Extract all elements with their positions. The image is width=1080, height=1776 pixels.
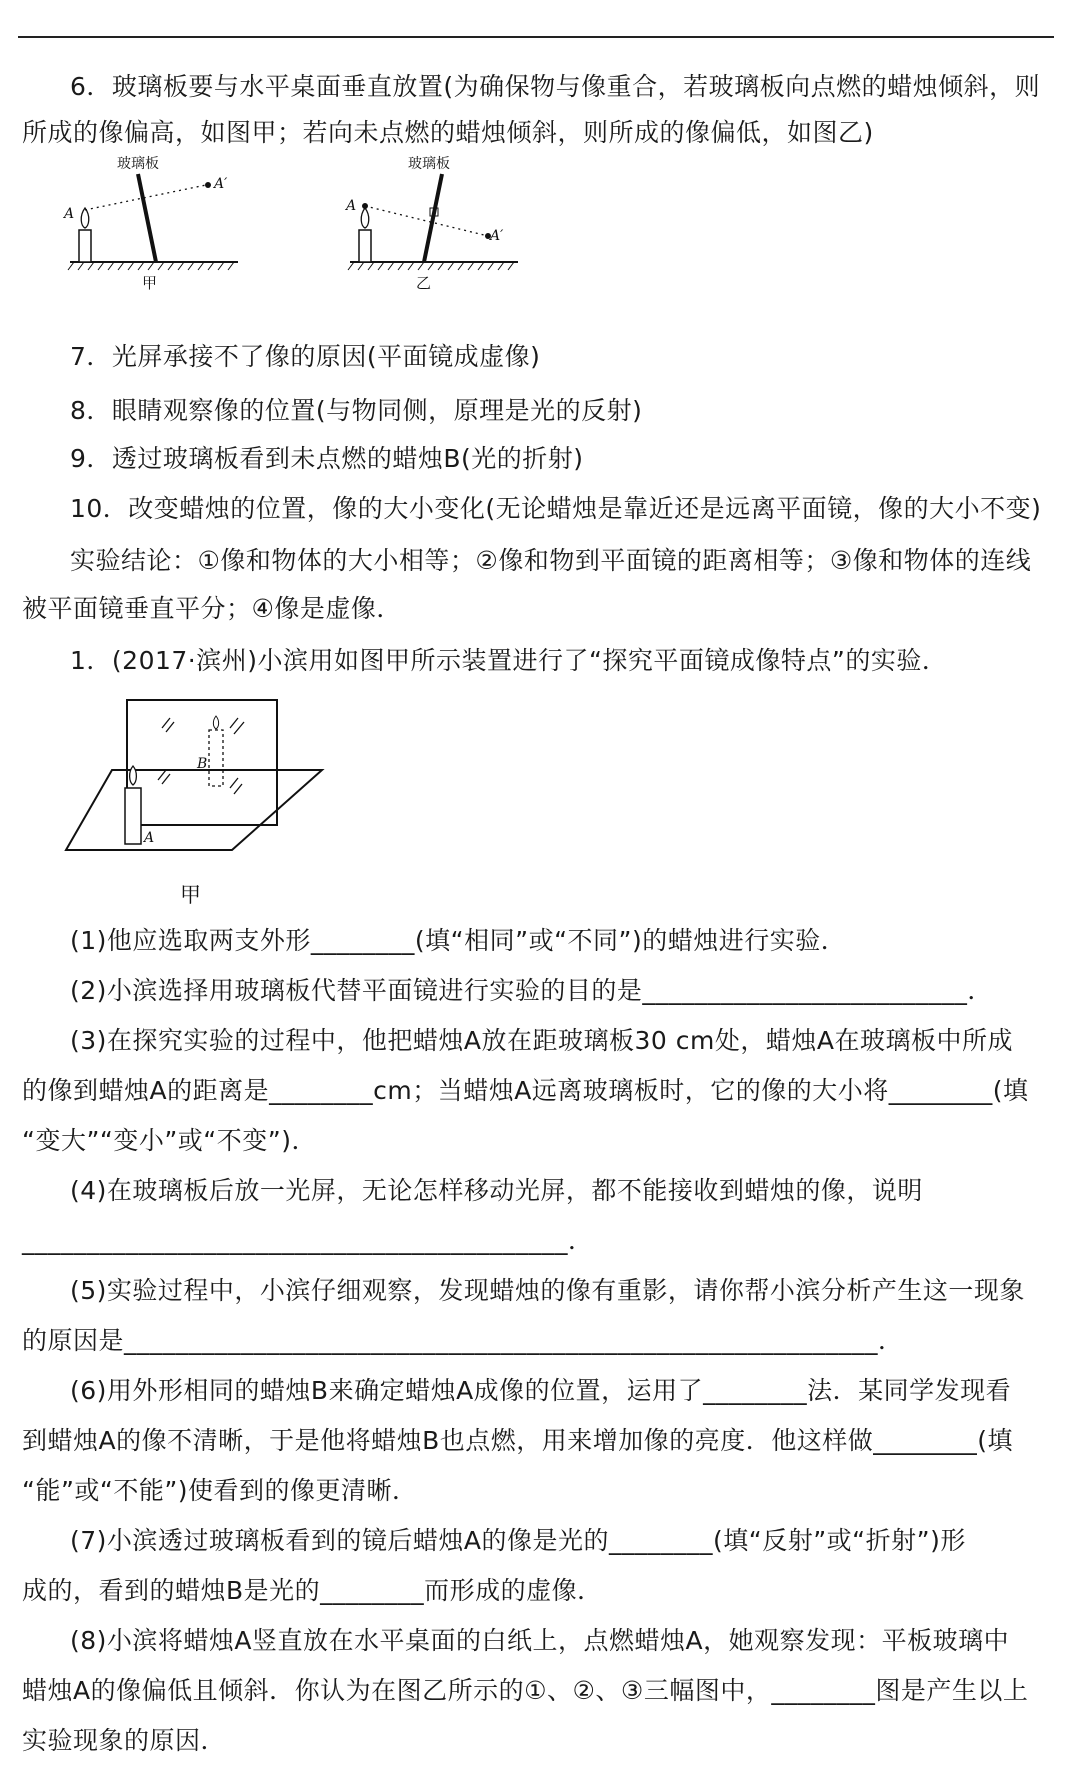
candle-a-label: A xyxy=(144,830,155,846)
image-label: A′ xyxy=(214,176,228,192)
question-line: (2)小滨选择用玻璃板代替平面镜进行实验的目的是_________________________． xyxy=(70,976,993,1005)
text-line: 9．透过玻璃板看到未点燃的蜡烛B(光的折射) xyxy=(70,444,584,473)
question-line: (7)小滨透过玻璃板看到的镜后蜡烛A的像是光的________(填“反射”或“折射”)形 xyxy=(70,1526,966,1555)
question-line: 的像到蜡烛A的距离是________cm；当蜡烛A远离玻璃板时，它的像的大小将________(填 xyxy=(22,1076,1029,1105)
text-line: 所成的像偏高，如图甲；若向未点燃的蜡烛倾斜，则所成的像偏低，如图乙) xyxy=(22,118,874,147)
object-label: A xyxy=(346,198,357,214)
candle-b-flame-image xyxy=(213,716,218,729)
question-line: __________________________________________． xyxy=(22,1226,594,1255)
question-line: 成的，看到的蜡烛B是光的________而形成的虚像． xyxy=(22,1576,603,1605)
glass-plate xyxy=(138,174,156,262)
candle xyxy=(359,230,371,262)
figure-caption: 乙 xyxy=(416,274,432,292)
question-line: (5)实验过程中，小滨仔细观察，发现蜡烛的像有重影，请你帮小滨分析产生这一现象 xyxy=(70,1276,1025,1305)
question-line: (8)小滨将蜡烛A竖直放在水平桌面的白纸上，点燃蜡烛A，她观察发现：平板玻璃中 xyxy=(70,1626,1010,1655)
candle-b-label: B xyxy=(197,756,208,772)
figure-caption: 甲 xyxy=(142,274,158,292)
paper-sheet xyxy=(66,770,322,850)
candle-a-flame xyxy=(130,766,137,785)
question-line: 到蜡烛A的像不清晰，于是他将蜡烛B也点燃，用来增加像的亮度．他这样做________(填 xyxy=(22,1426,1014,1455)
question-line: 蜡烛A的像偏低且倾斜．你认为在图乙所示的①、②、③三幅图中，________图是产生以上 xyxy=(22,1676,1029,1705)
question-line: (1)他应选取两支外形________(填“相同”或“不同”)的蜡烛进行实验． xyxy=(70,926,847,955)
candle-b xyxy=(209,730,223,786)
figure-caption: 甲 xyxy=(180,883,201,907)
question-line: “变大”“变小”或“不变”)． xyxy=(22,1126,317,1155)
candle-a xyxy=(125,788,141,844)
candle xyxy=(79,230,91,262)
sight-line xyxy=(365,206,488,236)
diagram-tilt-yi xyxy=(340,152,550,297)
glass-plate xyxy=(424,174,442,262)
question-line: “能”或“不能”)使看到的像更清晰． xyxy=(22,1476,418,1505)
text-line: 被平面镜垂直平分；④像是虚像． xyxy=(22,594,402,623)
question-line: 的原因是__________________________________________________________． xyxy=(22,1326,904,1355)
question-line: (3)在探究实验的过程中，他把蜡烛A放在距玻璃板30 cm处，蜡烛A在玻璃板中所成 xyxy=(70,1026,1013,1055)
top-rule xyxy=(18,36,1054,38)
text-line: 8．眼睛观察像的位置(与物同侧，原理是光的反射) xyxy=(70,396,643,425)
question-line: (4)在玻璃板后放一光屏，无论怎样移动光屏，都不能接收到蜡烛的像，说明 xyxy=(70,1176,923,1205)
text-line: 6．玻璃板要与水平桌面垂直放置(为确保物与像重合，若玻璃板向点燃的蜡烛倾斜，则 xyxy=(70,72,1041,101)
glass-label: 玻璃板 xyxy=(408,156,450,172)
text-line: 10．改变蜡烛的位置，像的大小变化(无论蜡烛是靠近还是远离平面镜，像的大小不变) xyxy=(70,494,1042,523)
text-line: 7．光屏承接不了像的原因(平面镜成虚像) xyxy=(70,342,541,371)
object-label: A xyxy=(64,206,75,222)
flame xyxy=(361,208,369,228)
flame xyxy=(81,208,89,228)
image-point xyxy=(205,182,211,188)
question-line: (6)用外形相同的蜡烛B来确定蜡烛A成像的位置，运用了________法．某同学发现看 xyxy=(70,1376,1012,1405)
diagram-setup xyxy=(62,690,342,910)
image-label: A′ xyxy=(490,228,504,244)
diagram-tilt-jia xyxy=(60,152,270,297)
question-line: 实验现象的原因． xyxy=(22,1726,227,1755)
glass-label: 玻璃板 xyxy=(117,156,159,172)
text-line: 实验结论：①像和物体的大小相等；②像和物到平面镜的距离相等；③像和物体的连线 xyxy=(70,546,1032,575)
text-line: 1．(2017·滨州)小滨用如图甲所示装置进行了“探究平面镜成像特点”的实验． xyxy=(70,646,948,675)
